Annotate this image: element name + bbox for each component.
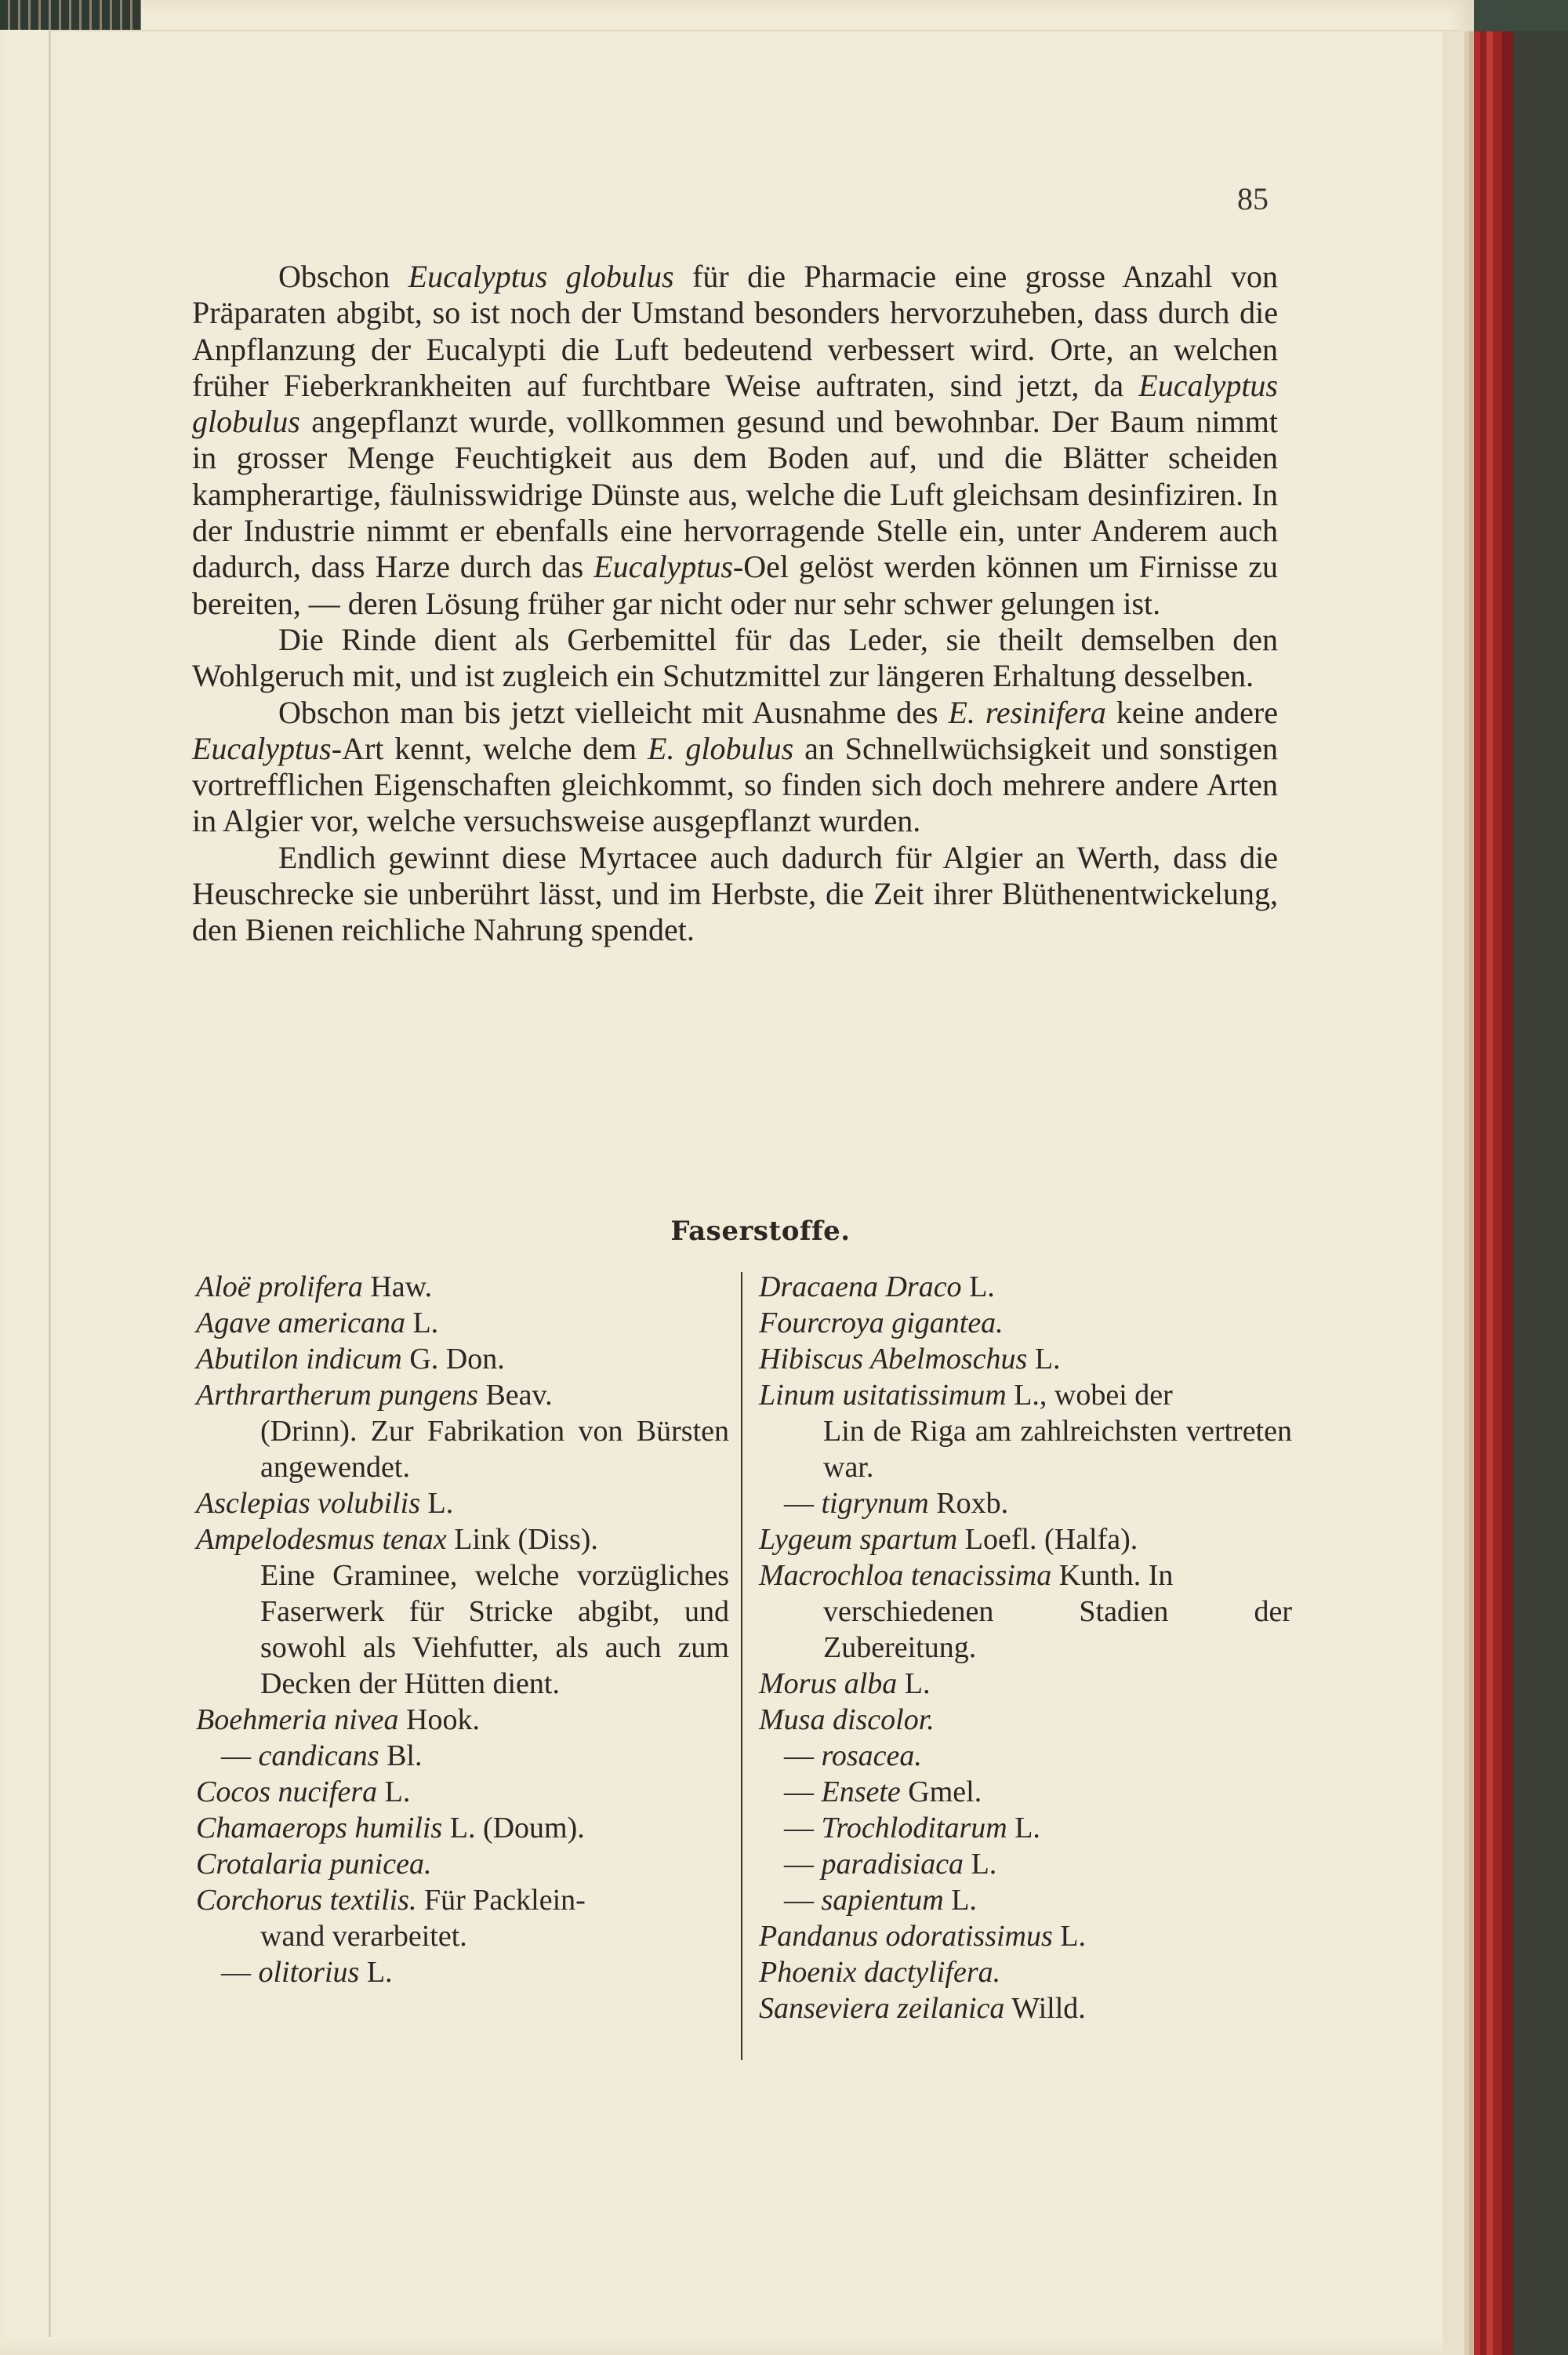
species-line (196, 1343, 505, 1376)
species-note: Lin de Riga am zahlreichsten vertreten war. (823, 1415, 1292, 1484)
species-name: Chamaerops humilis (196, 1812, 443, 1844)
species-authority: L. (359, 1956, 393, 1989)
species-line (759, 1487, 1008, 1520)
paragraph-1 (192, 259, 1278, 622)
species-name: Macrochloa tenacissima (759, 1559, 1052, 1592)
species-name: Hibiscus Abelmoschus (759, 1343, 1028, 1376)
species-authority: L. (420, 1487, 454, 1520)
species-authority: Hook. (398, 1703, 480, 1736)
segment: -Art kennt, welche dem (331, 730, 648, 766)
species-name: paradisiaca (821, 1848, 964, 1881)
species-entry (759, 1377, 1292, 1485)
species-note: Eine Graminee, welche vorzügliches Faserwerk für Stricke abgibt, und sowohl als Viehfutter, als auch zum Decken der Hütten dient. (260, 1559, 729, 1700)
species-authority: L. (1027, 1343, 1061, 1376)
segment: keine andere (1105, 694, 1278, 730)
species-line (759, 1523, 1138, 1556)
paragraph-3 (192, 695, 1278, 840)
species-entry (196, 1269, 729, 1305)
species-name: Agave americana (196, 1307, 405, 1339)
species-name: Ampelodesmus tenax (196, 1523, 447, 1556)
species-entry (196, 1774, 729, 1810)
species-entry (759, 1557, 1292, 1666)
species-name: Eucalyptus globulus (192, 367, 1278, 440)
ditto-dash: — (784, 1848, 822, 1881)
species-entry (196, 1341, 729, 1377)
species-authority: L. (405, 1307, 439, 1339)
ditto-dash: — (784, 1884, 822, 1917)
species-entry (759, 1341, 1292, 1377)
page-edges (1443, 31, 1568, 2355)
species-line (196, 1379, 553, 1412)
species-authority: L., wobei der (1006, 1379, 1173, 1412)
species-authority: Kunth. In (1051, 1559, 1174, 1592)
species-name: Eucalyptus (593, 549, 733, 585)
species-entry (196, 1377, 729, 1485)
species-name: candicans (258, 1739, 379, 1772)
species-name: Abutilon indicum (196, 1343, 402, 1376)
species-line (759, 1775, 982, 1808)
species-entry (759, 1738, 1292, 1774)
species-name: Linum usitatissimum (759, 1379, 1007, 1412)
species-name: Arthrartherum pungens (196, 1379, 478, 1412)
species-name: Sanseviera zeilanica (759, 1992, 1005, 2025)
species-name: rosacea. (821, 1739, 922, 1772)
species-name: Corchorus textilis. (196, 1884, 417, 1917)
species-line (759, 1739, 922, 1772)
species-name: Fourcroya gigantea. (759, 1307, 1004, 1339)
species-line (759, 1307, 1004, 1339)
species-entry (196, 1738, 729, 1774)
species-authority: Gmel. (900, 1775, 982, 1808)
segment: -Oel gelöst werden können um Firnisse zu bereiten, — deren Lösung früher gar nicht oder nur sehr schwer gelungen ist. (192, 549, 1279, 621)
species-name: olitorius (258, 1956, 360, 1989)
species-entry (196, 1485, 729, 1521)
species-line (196, 1956, 393, 1989)
species-authority: L. (897, 1667, 931, 1700)
species-authority: L. (961, 1270, 995, 1303)
species-authority: L. (Doum). (442, 1812, 585, 1844)
species-entry (196, 1702, 729, 1738)
species-name: Asclepias volubilis (196, 1487, 421, 1520)
species-name: sapientum (821, 1884, 944, 1917)
species-name: Crotalaria punicea. (196, 1848, 432, 1881)
species-line (759, 1956, 1000, 1989)
species-authority: Haw. (362, 1270, 433, 1303)
species-entry (759, 1702, 1292, 1738)
segment: Obschon (278, 259, 408, 294)
species-entry (196, 1954, 729, 1990)
species-entry (759, 1990, 1292, 2026)
species-authority: Bl. (379, 1739, 423, 1772)
ditto-dash: — (221, 1739, 259, 1772)
ditto-dash: — (221, 1956, 259, 1989)
species-entry (196, 1521, 729, 1702)
ditto-dash: — (784, 1775, 822, 1808)
species-note: verschiedenen Stadien der Zubereitung. (823, 1595, 1292, 1664)
species-authority: L. (1007, 1812, 1040, 1844)
species-entry (196, 1305, 729, 1341)
species-line (759, 1812, 1040, 1844)
species-entry (759, 1485, 1292, 1521)
column-divider (741, 1272, 742, 2060)
species-line (196, 1884, 586, 1917)
species-authority: Willd. (1004, 1992, 1086, 2025)
species-line (196, 1523, 598, 1556)
species-line (759, 1848, 996, 1881)
species-name: Phoenix dactylifera. (759, 1956, 1001, 1989)
species-line (196, 1775, 410, 1808)
species-name: Morus alba (759, 1667, 898, 1700)
species-authority: L. (943, 1884, 977, 1917)
ditto-dash: — (784, 1739, 822, 1772)
species-list-left (196, 1269, 729, 1990)
species-entry (759, 1918, 1292, 1954)
species-authority: Roxb. (928, 1487, 1009, 1520)
species-line (196, 1487, 453, 1520)
species-line (759, 1884, 977, 1917)
species-authority: Link (Diss). (446, 1523, 598, 1556)
species-entry (759, 1954, 1292, 1990)
species-entry (759, 1882, 1292, 1918)
species-entry (759, 1774, 1292, 1810)
page-number: 85 (1237, 181, 1269, 216)
species-entry (196, 1882, 729, 1954)
body-text (192, 259, 1278, 949)
species-name: Eucalyptus globulus (408, 259, 674, 294)
segment: für die Pharmacie eine grosse Anzahl von Präparaten abgibt, so ist noch der Umstand besonders hervorzuheben, dass durch die Anpflanzung der Eucalypti die Luft bedeutend verbessert wird. Orte, an welchen früher Fieberkrankheiten auf furchtbare Weise auftraten, sind jetzt, da (192, 259, 1278, 403)
species-line (759, 1559, 1173, 1592)
paragraph-4 (192, 840, 1278, 949)
species-name: E. resinifera (948, 694, 1106, 730)
species-line (196, 1739, 422, 1772)
species-name: Aloë prolifera (196, 1270, 363, 1303)
species-entry (196, 1846, 729, 1882)
species-authority: Für Packlein- (416, 1884, 586, 1917)
species-name: Trochloditarum (821, 1812, 1007, 1844)
species-authority: L. (1052, 1920, 1086, 1953)
species-authority: G. Don. (401, 1343, 505, 1376)
species-name: Eucalyptus (192, 730, 332, 766)
species-entry (759, 1810, 1292, 1846)
species-line (196, 1848, 431, 1881)
species-line (759, 1992, 1086, 2025)
species-line (759, 1379, 1173, 1412)
segment: Obschon man bis jetzt vielleicht mit Ausnahme des (278, 694, 949, 730)
segment: Endlich gewinnt diese Myrtacee auch dadurch für Algier an Werth, dass die Heuschrecke sie unberührt lässt, und im Herbste, die Zeit ihrer Blüthenentwickelung, den Bienen reichliche Nahrung spendet. (192, 839, 1278, 948)
species-line (196, 1307, 438, 1339)
species-authority: Loefl. (Halfa). (957, 1523, 1138, 1556)
species-entry (196, 1810, 729, 1846)
species-note: wand verarbeitet. (260, 1920, 467, 1953)
binding-strip (0, 0, 141, 30)
paragraph-2 (192, 622, 1278, 695)
species-line (759, 1343, 1061, 1376)
species-name: Lygeum spartum (759, 1523, 958, 1556)
species-authority: L. (377, 1775, 411, 1808)
species-line (196, 1270, 432, 1303)
species-authority: L. (964, 1848, 997, 1881)
species-entry (759, 1269, 1292, 1305)
species-name: Musa discolor. (759, 1703, 935, 1736)
segment: Die Rinde dient als Gerbemittel für das Leder, sie theilt demselben den Wohlgeruch mit, und ist zugleich ein Schutzmittel zur längeren Erhaltung desselben. (192, 621, 1278, 694)
ditto-dash: — (784, 1812, 822, 1844)
section-heading: Faserstoffe. (670, 1216, 851, 1247)
species-entry (759, 1846, 1292, 1882)
species-line (759, 1703, 935, 1736)
species-entry (759, 1666, 1292, 1702)
species-entry (759, 1521, 1292, 1557)
species-entry (759, 1305, 1292, 1341)
species-list-right (759, 1269, 1292, 2026)
segment: an Schnellwüchsigkeit und sonstigen vortrefflichen Eigenschaften gleichkommt, so finden sich doch mehrere andere Arten in Algier vor, welche versuchsweise ausgepflanzt wurden. (192, 730, 1278, 839)
ditto-dash: — (784, 1487, 822, 1520)
species-line (759, 1270, 995, 1303)
species-line (196, 1812, 585, 1844)
species-line (196, 1703, 480, 1736)
species-line (759, 1667, 931, 1700)
species-line (759, 1920, 1086, 1953)
species-name: Ensete (821, 1775, 901, 1808)
species-name: Cocos nucifera (196, 1775, 378, 1808)
species-authority: Beav. (477, 1379, 553, 1412)
segment: angepflanzt wurde, vollkommen gesund und bewohnbar. Der Baum nimmt in grosser Menge Feuchtigkeit aus dem Boden auf, und die Blätter scheiden kampherartige, fäulnisswidrige Dünste aus, welche die Luft gleichsam desinfiziren. In der Industrie nimmt er ebenfalls eine hervorragende Stelle ein, unter Anderem auch dadurch, dass Harze durch das (192, 404, 1278, 585)
species-name: Pandanus odoratissimus (759, 1920, 1053, 1953)
species-name: tigrynum (821, 1487, 929, 1520)
species-name: E. globulus (648, 730, 794, 766)
species-name: Dracaena Draco (759, 1270, 962, 1303)
species-note: (Drinn). Zur Fabrikation von Bürsten angewendet. (260, 1415, 729, 1484)
species-name: Boehmeria nivea (196, 1703, 399, 1736)
